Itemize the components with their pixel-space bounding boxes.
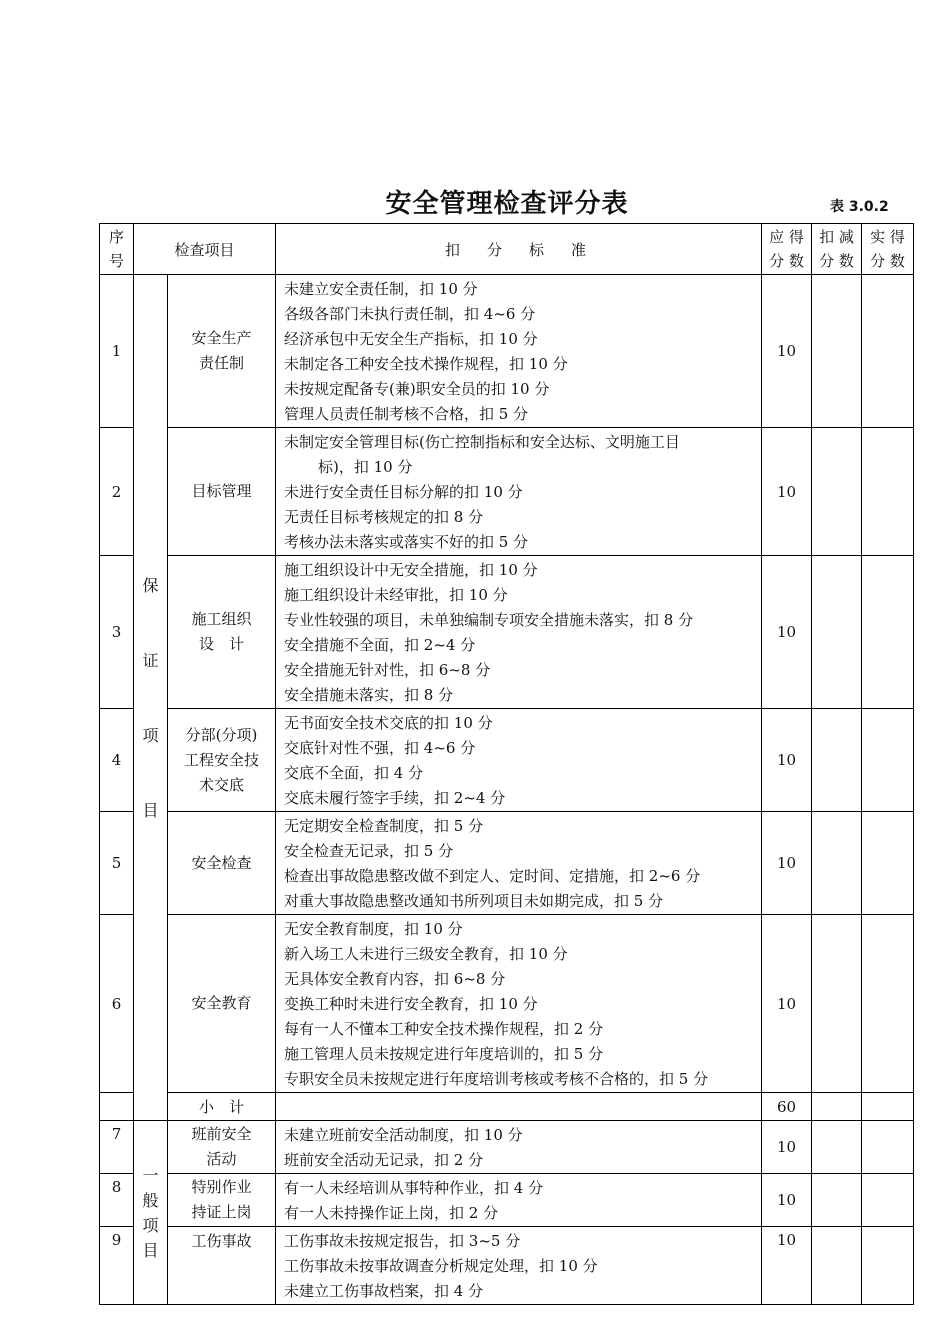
table-row xyxy=(100,556,914,709)
item-cell: 安全教育 xyxy=(168,915,276,1093)
deduct-score-cell[interactable] xyxy=(812,1174,862,1227)
actual-score-cell[interactable] xyxy=(862,1227,914,1305)
header-row xyxy=(100,224,914,275)
item-cell: 施工组织 设 计 xyxy=(168,556,276,709)
item-cell: 目标管理 xyxy=(168,428,276,556)
seq-cell: 1 xyxy=(100,275,134,428)
actual-score-cell[interactable] xyxy=(862,275,914,428)
table-row xyxy=(100,1121,914,1174)
seq-cell xyxy=(100,1093,134,1121)
item-cell: 班前安全 活动 xyxy=(168,1121,276,1174)
due-score-header: 应 得 分 数 xyxy=(762,224,812,275)
due-score-cell: 10 xyxy=(762,915,812,1093)
criteria-header: 扣 分 标 准 xyxy=(276,224,762,275)
subtotal-label: 小 计 xyxy=(168,1093,276,1121)
seq-cell: 3 xyxy=(100,556,134,709)
table-number: 表 3.0.2 xyxy=(830,199,889,215)
table-row xyxy=(100,709,914,812)
table-row xyxy=(100,275,914,428)
criteria-cell: 未制定安全管理目标(伤亡控制指标和安全达标、文明施工目 标)，扣 10 分 未进行安全责任目标分解的扣 10 分 无责任目标考核规定的扣 8 分 考核办法未落实或落实不好的扣 5 分 xyxy=(276,428,762,556)
deduct-score-cell[interactable] xyxy=(812,915,862,1093)
page-title: 安全管理检查评分表 xyxy=(385,189,629,219)
seq-cell: 4 xyxy=(100,709,134,812)
due-score-cell: 10 xyxy=(762,709,812,812)
score-table xyxy=(99,223,914,1305)
actual-score-cell[interactable] xyxy=(862,812,914,915)
seq-cell: 5 xyxy=(100,812,134,915)
criteria-cell xyxy=(276,1093,762,1121)
due-score-cell: 10 xyxy=(762,1174,812,1227)
seq-cell: 7 xyxy=(100,1121,134,1174)
actual-score-header: 实 得 分 数 xyxy=(862,224,914,275)
seq-header: 序 号 xyxy=(100,224,134,275)
due-score-cell: 10 xyxy=(762,1227,812,1305)
deduct-score-header: 扣 减 分 数 xyxy=(812,224,862,275)
table-row xyxy=(100,915,914,1093)
table-row xyxy=(100,1227,914,1305)
general-group-label: 一 般 项 目 xyxy=(134,1121,168,1305)
item-header: 检查项目 xyxy=(134,224,276,275)
criteria-cell: 无定期安全检查制度，扣 5 分 安全检查无记录，扣 5 分 检查出事故隐患整改做不到定人、定时间、定措施，扣 2~6 分 对重大事故隐患整改通知书所列项目未如期完成，扣 5 分 xyxy=(276,812,762,915)
due-score-cell: 10 xyxy=(762,1121,812,1174)
item-cell: 安全生产 责任制 xyxy=(168,275,276,428)
criteria-cell: 工伤事故未按规定报告，扣 3~5 分 工伤事故未按事故调查分析规定处理，扣 10 分 未建立工伤事故档案，扣 4 分 xyxy=(276,1227,762,1305)
deduct-score-cell[interactable] xyxy=(812,812,862,915)
criteria-cell: 未建立班前安全活动制度，扣 10 分 班前安全活动无记录，扣 2 分 xyxy=(276,1121,762,1174)
item-cell: 分部(分项) 工程安全技 术交底 xyxy=(168,709,276,812)
actual-score-cell[interactable] xyxy=(862,1121,914,1174)
seq-cell: 6 xyxy=(100,915,134,1093)
item-cell: 特别作业 持证上岗 xyxy=(168,1174,276,1227)
deduct-score-cell[interactable] xyxy=(812,275,862,428)
criteria-cell: 施工组织设计中无安全措施，扣 10 分 施工组织设计未经审批，扣 10 分 专业性较强的项目，未单独编制专项安全措施未落实，扣 8 分 安全措施不全面，扣 2~4 分 安全措施无针对性，扣 6~8 分 安全措施未落实，扣 8 分 xyxy=(276,556,762,709)
actual-score-cell[interactable] xyxy=(862,1093,914,1121)
seq-cell: 9 xyxy=(100,1227,134,1305)
table-row xyxy=(100,428,914,556)
actual-score-cell[interactable] xyxy=(862,556,914,709)
criteria-cell: 未建立安全责任制，扣 10 分 各级各部门未执行责任制，扣 4~6 分 经济承包中无安全生产指标，扣 10 分 未制定各工种安全技术操作规程，扣 10 分 未按规定配备专(兼)职安全员的扣 10 分 管理人员责任制考核不合格，扣 5 分 xyxy=(276,275,762,428)
deduct-score-cell[interactable] xyxy=(812,1121,862,1174)
deduct-score-cell[interactable] xyxy=(812,1227,862,1305)
table-row xyxy=(100,1174,914,1227)
subtotal-score: 60 xyxy=(762,1093,812,1121)
deduct-score-cell[interactable] xyxy=(812,556,862,709)
table-row xyxy=(100,812,914,915)
due-score-cell: 10 xyxy=(762,428,812,556)
criteria-cell: 无安全教育制度，扣 10 分 新入场工人未进行三级安全教育，扣 10 分 无具体安全教育内容，扣 6~8 分 变换工种时未进行安全教育，扣 10 分 每有一人不懂本工种安全技术操作规程，扣 2 分 施工管理人员未按规定进行年度培训的，扣 5 分 专职安全员未按规定进行年度培训考核或考核不合格的，扣 5 分 xyxy=(276,915,762,1093)
subtotal-row xyxy=(100,1093,914,1121)
seq-cell: 2 xyxy=(100,428,134,556)
actual-score-cell[interactable] xyxy=(862,915,914,1093)
actual-score-cell[interactable] xyxy=(862,428,914,556)
criteria-cell: 无书面安全技术交底的扣 10 分 交底针对性不强，扣 4~6 分 交底不全面，扣 4 分 交底未履行签字手续，扣 2~4 分 xyxy=(276,709,762,812)
seq-cell: 8 xyxy=(100,1174,134,1227)
item-cell: 安全检查 xyxy=(168,812,276,915)
criteria-cell: 有一人未经培训从事特种作业，扣 4 分 有一人未持操作证上岗，扣 2 分 xyxy=(276,1174,762,1227)
guarantee-group-label: 保 证 项 目 xyxy=(134,275,168,1121)
due-score-cell: 10 xyxy=(762,556,812,709)
actual-score-cell[interactable] xyxy=(862,1174,914,1227)
deduct-score-cell[interactable] xyxy=(812,1093,862,1121)
deduct-score-cell[interactable] xyxy=(812,428,862,556)
due-score-cell: 10 xyxy=(762,275,812,428)
actual-score-cell[interactable] xyxy=(862,709,914,812)
item-cell: 工伤事故 xyxy=(168,1227,276,1305)
due-score-cell: 10 xyxy=(762,812,812,915)
deduct-score-cell[interactable] xyxy=(812,709,862,812)
